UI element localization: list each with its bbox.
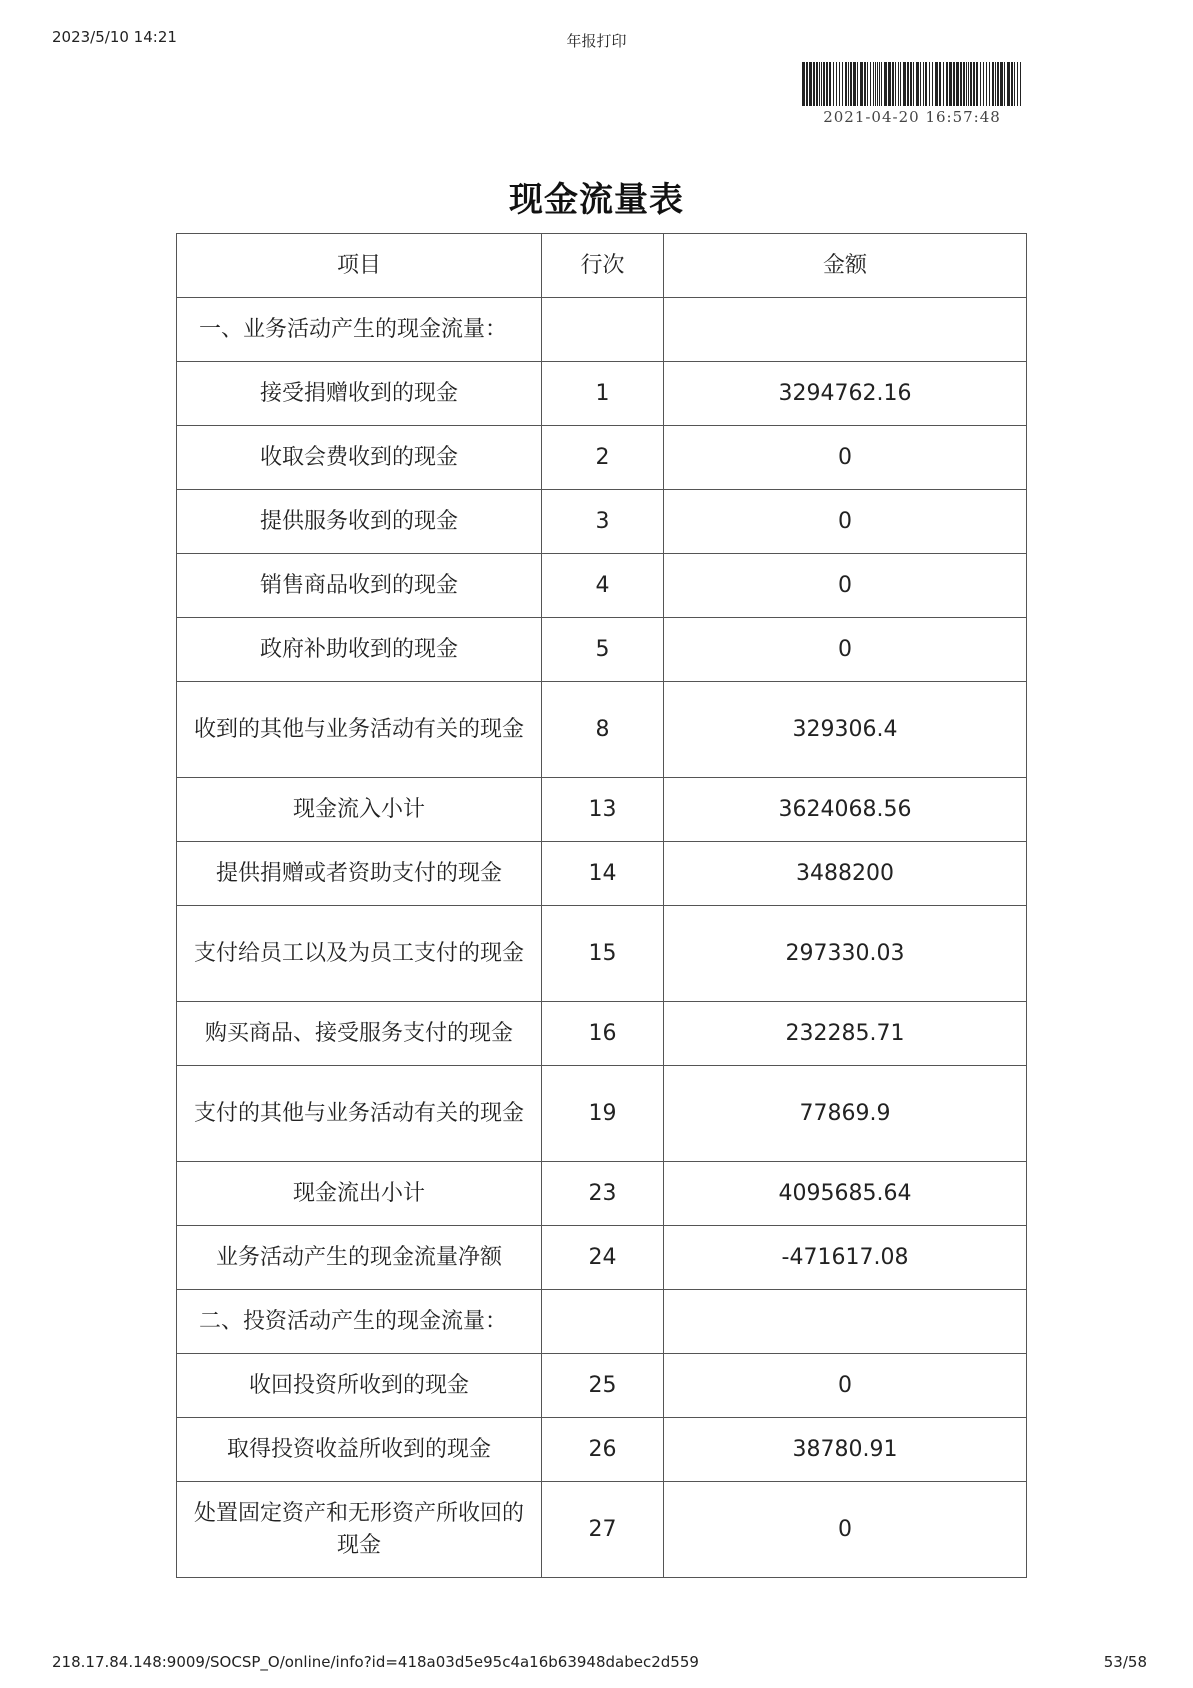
table-row	[177, 682, 1027, 778]
cell-item: 购买商品、接受服务支付的现金	[177, 1002, 542, 1066]
cell-item: 接受捐赠收到的现金	[177, 362, 542, 426]
cell-item: 提供捐赠或者资助支付的现金	[177, 842, 542, 906]
cell-row-no: 24	[542, 1226, 664, 1290]
footer-url: 218.17.84.148:9009/SOCSP_O/online/info?id=418a03d5e95c4a16b63948dabec2d559	[52, 1653, 699, 1671]
cell-item: 二、投资活动产生的现金流量：	[177, 1290, 542, 1354]
cell-row-no	[542, 298, 664, 362]
cell-amount: 3488200	[664, 842, 1027, 906]
cell-row-no	[542, 1290, 664, 1354]
table-row	[177, 1226, 1027, 1290]
table-header-row	[177, 234, 1027, 298]
cell-item: 支付给员工以及为员工支付的现金	[177, 906, 542, 1002]
document-title: 现金流量表	[509, 180, 684, 220]
cell-amount: 38780.91	[664, 1418, 1027, 1482]
barcode-block	[800, 62, 1024, 126]
header-amount: 金额	[664, 234, 1027, 298]
cell-amount: 0	[664, 554, 1027, 618]
cell-amount: 0	[664, 618, 1027, 682]
cell-amount: 0	[664, 426, 1027, 490]
table-row	[177, 1066, 1027, 1162]
print-page-title: 年报打印	[566, 32, 627, 50]
table-row	[177, 362, 1027, 426]
table-row	[177, 1002, 1027, 1066]
cell-item: 政府补助收到的现金	[177, 618, 542, 682]
cell-row-no: 8	[542, 682, 664, 778]
cell-amount: 0	[664, 1354, 1027, 1418]
table-row	[177, 490, 1027, 554]
cell-row-no: 26	[542, 1418, 664, 1482]
cell-row-no: 2	[542, 426, 664, 490]
cell-amount: 77869.9	[664, 1066, 1027, 1162]
cell-item: 支付的其他与业务活动有关的现金	[177, 1066, 542, 1162]
cell-item: 收回投资所收到的现金	[177, 1354, 542, 1418]
table-row	[177, 842, 1027, 906]
section-row	[177, 298, 1027, 362]
table-row	[177, 906, 1027, 1002]
cell-row-no: 27	[542, 1482, 664, 1578]
cell-item: 现金流出小计	[177, 1162, 542, 1226]
cell-item: 销售商品收到的现金	[177, 554, 542, 618]
cell-amount: 0	[664, 490, 1027, 554]
page-number: 53/58	[1103, 1653, 1147, 1671]
cell-row-no: 19	[542, 1066, 664, 1162]
cell-row-no: 14	[542, 842, 664, 906]
table-row	[177, 426, 1027, 490]
table-row	[177, 1354, 1027, 1418]
cell-amount: 3294762.16	[664, 362, 1027, 426]
cell-row-no: 3	[542, 490, 664, 554]
cell-row-no: 23	[542, 1162, 664, 1226]
cash-flow-table	[176, 233, 1027, 1578]
table-row	[177, 554, 1027, 618]
cell-amount	[664, 298, 1027, 362]
barcode-icon	[800, 62, 1024, 106]
cell-item: 提供服务收到的现金	[177, 490, 542, 554]
cell-row-no: 15	[542, 906, 664, 1002]
cell-item: 现金流入小计	[177, 778, 542, 842]
cell-amount: 232285.71	[664, 1002, 1027, 1066]
table-row	[177, 618, 1027, 682]
cell-row-no: 25	[542, 1354, 664, 1418]
cell-row-no: 1	[542, 362, 664, 426]
table-row	[177, 1482, 1027, 1578]
header-row-no: 行次	[542, 234, 664, 298]
cell-item: 收到的其他与业务活动有关的现金	[177, 682, 542, 778]
cell-item: 一、业务活动产生的现金流量：	[177, 298, 542, 362]
cell-item: 业务活动产生的现金流量净额	[177, 1226, 542, 1290]
print-datetime: 2023/5/10 14:21	[52, 28, 177, 46]
table-row	[177, 778, 1027, 842]
section-row	[177, 1290, 1027, 1354]
cell-amount: 3624068.56	[664, 778, 1027, 842]
barcode-timestamp: 2021-04-20 16:57:48	[823, 108, 1001, 126]
cell-item: 取得投资收益所收到的现金	[177, 1418, 542, 1482]
table-row	[177, 1162, 1027, 1226]
cell-item: 收取会费收到的现金	[177, 426, 542, 490]
cell-amount: -471617.08	[664, 1226, 1027, 1290]
cell-row-no: 5	[542, 618, 664, 682]
cell-amount	[664, 1290, 1027, 1354]
cell-amount: 4095685.64	[664, 1162, 1027, 1226]
cell-row-no: 16	[542, 1002, 664, 1066]
cell-row-no: 13	[542, 778, 664, 842]
cell-row-no: 4	[542, 554, 664, 618]
cell-amount: 297330.03	[664, 906, 1027, 1002]
table-row	[177, 1418, 1027, 1482]
cell-item: 处置固定资产和无形资产所收回的现金	[177, 1482, 542, 1578]
cell-amount: 0	[664, 1482, 1027, 1578]
cell-amount: 329306.4	[664, 682, 1027, 778]
header-item: 项目	[177, 234, 542, 298]
